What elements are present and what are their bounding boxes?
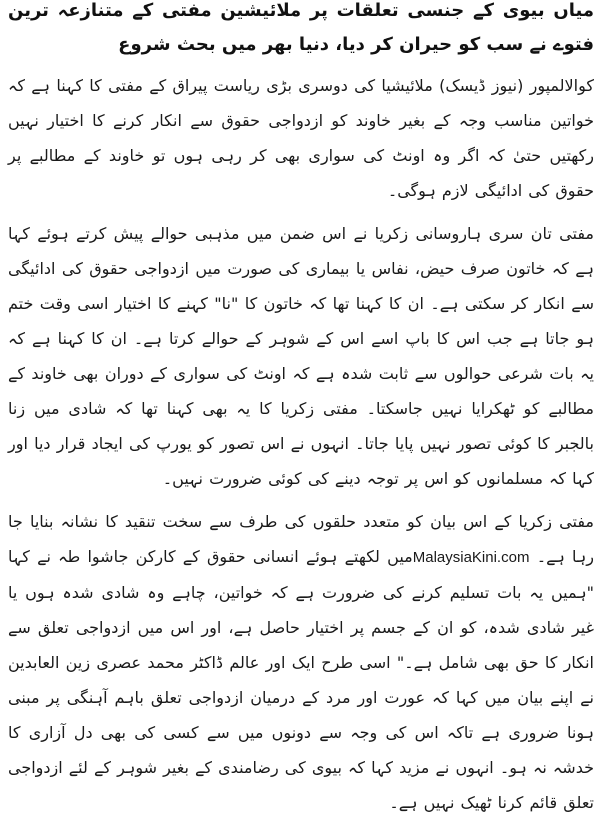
paragraph-text: میں لکھتے ہوئے انسانی حقوق کے کارکن جاشوا طہ نے کہا "ہمیں یہ بات تسلیم کرنے کی ضرورت ہے کہ خواتین، چاہے وہ شادی شدہ ہوں یا غیر شادی شدہ، کو ان کے جسم پر اختیار حاصل ہے، اور اس میں ازدواجی تعلق سے انکار کا حق بھی شامل ہے۔" اسی طرح ایک اور عالم ڈاکٹر محمد عصری زین العابدین نے اپنے بیان میں کہا کہ عورت اور مرد کے درمیان ازدواجی تعلق باہم آہنگی پر مبنی ہونا ضروری ہے تاکہ اس کی وجہ سے دونوں میں سے کسی کی بھی دل آزاری کا خدشہ نہ ہو۔ انہوں نے مزید کہا کہ بیوی کی رضامندی کے بغیر شوہر کے لئے ازدواجی تعلق قائم کرنا ٹھیک نہیں ہے۔ [8, 547, 594, 812]
article-paragraph [8, 504, 594, 820]
article-headline: میاں بیوی کے جنسی تعلقات پر ملائیشین مفتی کے متنازعہ ترین فتوے نے سب کو حیران کر دیا، دنیا بھر میں بحث شروع [8, 0, 594, 55]
source-name: MalaysiaKini.com [412, 549, 530, 566]
article-paragraph: مفتی تان سری ہاروسانی زکریا نے اس ضمن میں مذہبی حوالے پیش کرتے ہوئے کہا ہے کہ خاتون صرف حیض، نفاس یا بیماری کی صورت میں ازدواجی حقوق کی ادائیگی سے انکار کر سکتی ہے۔ ان کا کہنا تھا کہ خاتون کا "نا" کہنے کا اختیار اسی وقت ختم ہو جاتا ہے جب اس کا باپ اسے اس کے شوہر کے حوالے کرتا ہے۔ ان کا کہنا ہے کہ یہ بات شرعی حوالوں سے ثابت شدہ ہے کہ اونٹ کی سواری کے دوران بھی خاوند کے مطالبے کو ٹھکرایا نہیں جاسکتا۔ مفتی زکریا کا یہ بھی کہنا تھا کہ شادی میں زنا بالجبر کا کوئی تصور نہیں پایا جاتا۔ انہوں نے اس تصور کو یورپ کی ایجاد قرار دیا اور کہا کہ مسلمانوں کو اس پر توجہ دینے کی کوئی ضرورت نہیں۔ [8, 224, 594, 488]
paragraph-text: مفتی زکریا کے اس بیان کو متعدد حلقوں کی طرف سے سخت تنقید کا نشانہ بنایا جا رہا ہے۔ [8, 512, 595, 566]
article-paragraph: کوالالمپور (نیوز ڈیسک) ملائیشیا کی دوسری بڑی ریاست پیراق کے مفتی کا کہنا ہے کہ خواتین مناسب وجہ کے بغیر خاوند کو ازدواجی حقوق سے انکار کرنے کا اختیار نہیں رکھتیں حتیٰ کہ اگر وہ اونٹ کی سواری بھی کر رہی ہوں تو خاوند کے مطالبے پر حقوق کی ادائیگی لازم ہوگی۔ [8, 76, 594, 200]
